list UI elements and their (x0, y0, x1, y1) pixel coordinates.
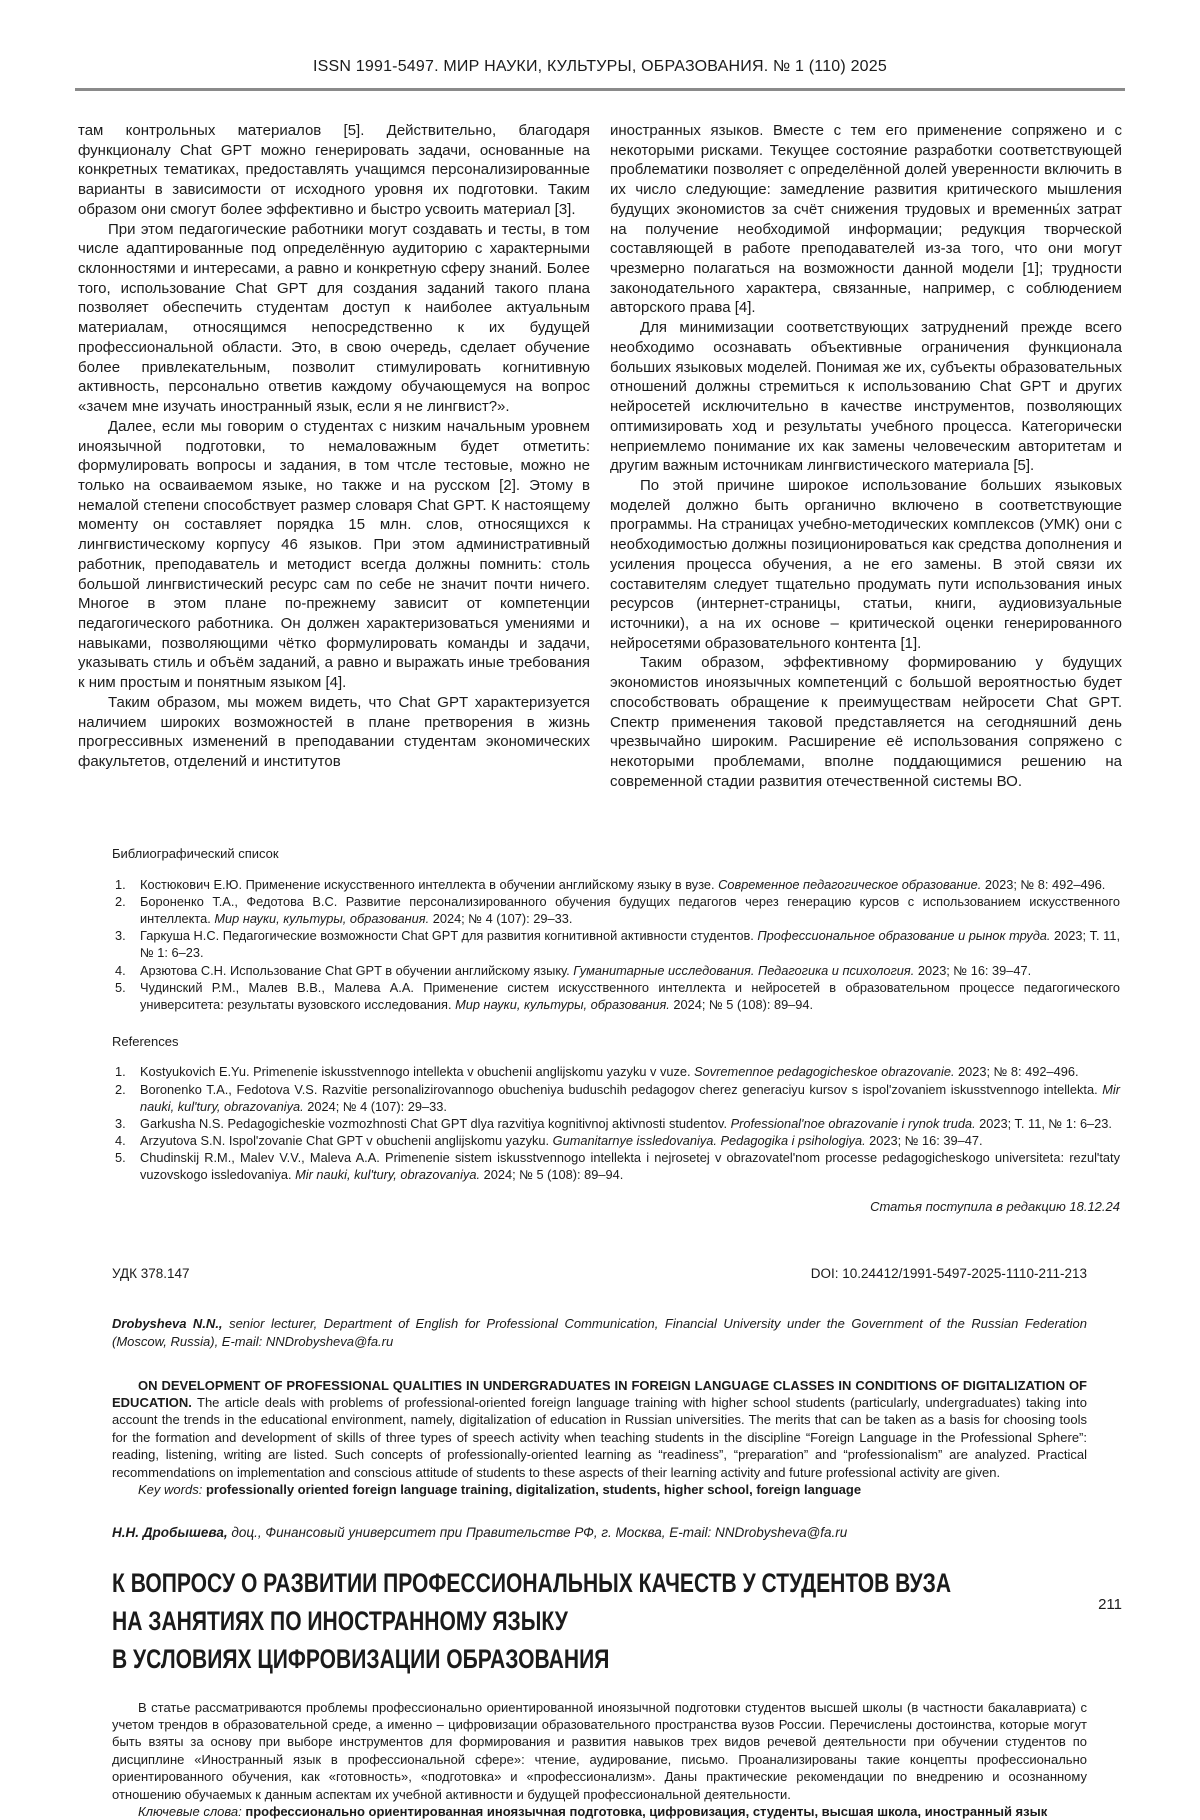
header-rule (75, 88, 1125, 91)
column-right (610, 121, 1122, 791)
author-affiliation-en: senior lecturer, Department of English for Professional Communication, Financial University under the Government of the Russian Federation (Moscow, Russia), E-mail: NNDrobysheva@fa.ru (112, 1316, 1087, 1349)
page-number: 211 (1098, 1596, 1122, 1613)
reference-item (112, 1115, 1120, 1132)
reference-text: Бороненко Т.А., Федотова В.С. Развитие персонализированного обучения будущих педагогов через генерацию курсов с использованием искусственного интеллекта. (140, 894, 1120, 926)
body-paragraph: там контрольных материалов [5]. Действительно, благодаря функционалу Chat GPT можно генерировать задачи, основанные на конкретных тематиках, предоставлять учащимся персонализированные варианты в зависимости от исходного уровня их подготовки. Таким образом они смогут более эффективно и быстро усвоить материал [3]. (78, 121, 590, 220)
reference-item (112, 1149, 1120, 1183)
bibliography-item (112, 962, 1120, 979)
reference-text: Костюкович Е.Ю. Применение искусственного интеллекта в обучении английскому языку в вузе. (140, 877, 718, 892)
reference-text: 2023; Т. 11, № 1: 6–23. (140, 928, 1120, 960)
reference-source-italic: Professional'noe obrazovanie i rynok truda. (731, 1116, 976, 1131)
abstract-en (112, 1377, 1087, 1499)
author-info-en (112, 1315, 1087, 1351)
reference-source-italic: Mir nauki, kul'tury, obrazovaniya. (295, 1167, 480, 1182)
body-paragraph: По этой причине широкое использование больших языковых моделей должно быть органично включено в соответствующие программы. На страницах учебно-методических комплексов (УМК) они с необходимостью должны позиционироваться как средства дополнения и усиления процесса обучения, а не его замены. В этой связи их составителям следует тщательно продумать пути использования иных ресурсов (интернет-страницы, статьи, книги, аудиовизуальные источники), а на их основе – критической оценки генерированного нейросетями образовательного контента [1]. (610, 476, 1122, 653)
bibliography-item (112, 893, 1120, 927)
article-title-line: К ВОПРОСУ О РАЗВИТИИ ПРОФЕССИОНАЛЬНЫХ КАЧЕСТВ У СТУДЕНТОВ ВУЗА (112, 1565, 873, 1603)
keywords-en (112, 1481, 1087, 1498)
reference-source-italic: Sovremennoe pedagogicheskoe obrazovanie. (694, 1064, 954, 1079)
reference-text: 2023; № 16: 39–47. (866, 1133, 983, 1148)
keywords-text-en: professionally oriented foreign language training, digitalization, students, higher school, foreign language (206, 1482, 861, 1497)
doi-code: DOI: 10.24412/1991-5497-2025-1110-211-213 (811, 1266, 1087, 1281)
reference-text: Boronenko T.A., Fedotova V.S. Razvitie personalizirovannogo obucheniya buduschih pedagogov cherez generaciyu kursov s ispol'zovaniem iskusstvennogo intellekta. (140, 1082, 1102, 1097)
article-title-line: НА ЗАНЯТИЯХ ПО ИНОСТРАННОМУ ЯЗЫКУ (112, 1603, 873, 1641)
bibliography-item (112, 927, 1120, 961)
reference-text: 2023; T. 11, № 1: 6–23. (976, 1116, 1112, 1131)
reference-source-italic: Gumanitarnye issledovaniya. Pedagogika i psihologiya. (553, 1133, 866, 1148)
keywords-ru (112, 1803, 1087, 1820)
reference-text: Garkusha N.S. Pedagogicheskie vozmozhnosti Chat GPT dlya razvitiya kognitivnoj aktivnosti studentov. (140, 1116, 731, 1131)
reference-text: Чудинский Р.М., Малев В.В., Малева А.А. Применение систем искусственного интеллекта и нейросетей в образовательном процессе педагогического университета: результаты вузовского исследования. (140, 980, 1120, 1012)
reference-source-italic: Профессиональное образование и рынок труда. (757, 928, 1050, 943)
reference-item (112, 1132, 1120, 1149)
abstract-ru-paragraph: В статье рассматриваются проблемы профессионально ориентированной иноязычной подготовки студентов высшей школы (в частности бакалавриата) с учетом трендов в образовательной среде, а именно – цифровизации образовательного пространства вузов России. Перечислены достоинства, которые могут быть взяты за основу при выборе инструментов для формирования и развития навыков трех видов речевой деятельности при обучении студентов по дисциплине «Иностранный язык в профессиональной сфере»: чтение, аудирование, письмо. Проанализированы такие концепты профессионально ориентированного обучения, как «готовность», «подготовка» и «профессионализм». Даны практические рекомендации по внедрению и осознанному отношению обучаемых к данным аспектам их учебной активности и будущей профессиональной деятельности. (112, 1699, 1087, 1803)
bibliography-item (112, 979, 1120, 1013)
article-body-columns (78, 121, 1122, 791)
author-info-ru (112, 1524, 1087, 1543)
references-heading: References (112, 1033, 1120, 1050)
udc-code: УДК 378.147 (112, 1266, 190, 1281)
reference-source-italic: Современное педагогическое образование. (718, 877, 981, 892)
article-title-ru (112, 1565, 1087, 1678)
abstract-en-paragraph (112, 1377, 1087, 1481)
keywords-label-ru: Ключевые слова: (138, 1804, 242, 1819)
reference-item (112, 1063, 1120, 1080)
reference-text: 2024; № 5 (108): 89–94. (480, 1167, 623, 1182)
reference-source-italic: Гуманитарные исследования. Педагогика и психология. (573, 963, 914, 978)
reference-text: Chudinskij R.M., Malev V.V., Maleva A.A. Primenenie sistem iskusstvennogo intellekta i nejrosetej v obrazovatel'nom processe pedagogicheskogo universiteta: rezul'taty vuzovskogo issledovaniya. (140, 1150, 1120, 1182)
received-note: Статья поступила в редакцию 18.12.24 (112, 1198, 1120, 1215)
body-paragraph: Таким образом, мы можем видеть, что Chat GPT характеризуется наличием широких возможностей в плане претворения в жизнь прогрессивных изменений в преподавании студентам экономических факультетов, отделений и институтов (78, 693, 590, 772)
bibliography-heading: Библиографический список (112, 845, 1120, 862)
reference-text: 2023; № 8: 492–496. (981, 877, 1105, 892)
body-paragraph: Таким образом, эффективному формированию у будущих экономистов иноязычных компетенций с большой вероятностью будет способствовать обращение к преимуществам нейросети Chat GPT. Спектр применения таковой представляется на сегодняшний день чрезвычайно широким. Расширение её использования сопряжено с некоторыми проблемами, вполне поддающимися решению на современной стадии развития отечественной системы ВО. (610, 653, 1122, 791)
reference-text: 2024; № 5 (108): 89–94. (670, 997, 813, 1012)
column-left (78, 121, 590, 791)
bibliography-list (112, 876, 1120, 1013)
reference-text: Гаркуша Н.С. Педагогические возможности Chat GPT для развития когнитивной активности студентов. (140, 928, 757, 943)
abstract-title-en: ON DEVELOPMENT OF PROFESSIONAL QUALITIES IN UNDERGRADUATES IN FOREIGN LANGUAGE CLASSES IN CONDITIONS OF DIGITALIZATION OF EDUCATION. (112, 1378, 1087, 1410)
body-paragraph: Далее, если мы говорим о студентах с низким начальным уровнем иноязычной подготовки, то немаловажным будет отметить: формулировать вопросы и задания, в том чтсле тестовые, можно не только на осваиваемом языке, но также и на русском [2]. Этому в немалой степени способствует размер словаря Chat GPT. К настоящему моменту он составляет порядка 15 млн. слов, относящихся к лингвистическому корпусу 46 языков. При этом административный работник, преподаватель и методист всегда должны помнить: столь большой лингвистический ресурс сам по себе не значит почти ничего. Многое в этом плане по-прежнему зависит от компетенции педагогического работника. Он должен характеризоваться умениями и навыками, позволяющими чётко формулировать команды и задачи, указывать стиль и объём заданий, а равно и выражать иные требования к ним простым и понятным языком [4]. (78, 417, 590, 693)
references-list (112, 1063, 1120, 1183)
reference-source-italic: Мир науки, культуры, образования. (455, 997, 670, 1012)
reference-text: Arzyutova S.N. Ispol'zovanie Chat GPT v obuchenii anglijskomu yazyku. (140, 1133, 553, 1148)
author-affiliation-ru: доц., Финансовый университет при Правительстве РФ, г. Москва, E-mail: NNDrobysheva@fa.ru (228, 1525, 848, 1540)
reference-text: 2023; № 8: 492–496. (955, 1064, 1079, 1079)
author-name-ru: Н.Н. Дробышева, (112, 1525, 228, 1540)
bibliography-and-references (112, 845, 1120, 1215)
reference-source-italic: Mir nauki, kul'tury, obrazovaniya. (140, 1082, 1120, 1114)
body-paragraph: иностранных языков. Вместе с тем его применение сопряжено и с некоторыми рисками. Текущее состояние разработки соответствующей проблематики позволяет с определённой долей уверенности включить в их число следующие: замедление развития критического мышления будущих экономистов за счёт снижения трудовых и временны́х затрат на получение необходимой информации; редукция творческой составляющей в работе преподавателей из-за того, что они могут чрезмерно полагаться на возможности данной модели [1]; трудности законодательного характера, связанные, например, с соблюдением авторского права [4]. (610, 121, 1122, 318)
body-paragraph: Для минимизации соответствующих затруднений прежде всего необходимо осознавать объективные ограничения функционала больших языковых моделей. Понимая же их, субъекты образовательных отношений должны стремиться к использованию Chat GPT и других нейросетей исключительно в качестве инструментов, позволяющих оптимизировать ход и результаты учебного процесса. Категорически неприемлемо понимание их как замены человеческим авторитетам и другим важным источникам лингвистического материала [5]. (610, 318, 1122, 476)
meta-row (112, 1266, 1087, 1281)
reference-text: 2024; № 4 (107): 29–33. (429, 911, 572, 926)
body-paragraph: При этом педагогические работники могут создавать и тесты, в том числе адаптированные под определённую аудиторию с характерными склонностями и интересами, а равно и конкретную сферу знаний. Более того, использование Chat GPT для создания заданий такого плана позволяет обеспечить студентам доступ к наиболее актуальным материалам, относящимся непосредственно к их будущей профессиональной области. Это, в свою очередь, сделает обучение более привлекательным, позволит стимулировать когнитивную активность, персонально ответив каждому обучающемуся на вопрос «зачем мне изучать иностранный язык, если я не лингвист?». (78, 220, 590, 417)
reference-text: Kostyukovich E.Yu. Primenenie iskusstvennogo intellekta v obuchenii anglijskomu yazyku v vuze. (140, 1064, 694, 1079)
reference-item (112, 1081, 1120, 1115)
abstract-ru (112, 1699, 1087, 1820)
article-title-line: В УСЛОВИЯХ ЦИФРОВИЗАЦИИ ОБРАЗОВАНИЯ (112, 1641, 873, 1679)
keywords-label-en: Key words: (138, 1482, 202, 1497)
abstract-body-en: The article deals with problems of professional-oriented foreign language training with higher school students (particularly, undergraduates) taking into account the trends in the educational environment, namely, digitalization of education in Russian universities. The merits that can be taken as a basis for choosing tools for the formation and development of skills of three types of speech activity when teaching students in the discipline “Foreign Language in the Professional Sphere”: reading, listening, writing are listed. Such concepts of professionally-oriented learning as “readiness”, “preparation” and “professionalism” are analyzed. Practical recommendations on implementation and conscious attitude of students to these aspects of their learning activity and future professional activity are given. (112, 1395, 1087, 1480)
reference-text: Арзютова С.Н. Использование Chat GPT в обучении английскому языку. (140, 963, 573, 978)
keywords-text-ru: профессионально ориентированная иноязычная подготовка, цифровизация, студенты, высшая школа, иностранный язык (245, 1804, 1047, 1819)
reference-text: 2024; № 4 (107): 29–33. (304, 1099, 447, 1114)
journal-header: ISSN 1991-5497. МИР НАУКИ, КУЛЬТУРЫ, ОБРАЗОВАНИЯ. № 1 (110) 2025 (0, 0, 1200, 76)
bibliography-item (112, 876, 1120, 893)
reference-text: 2023; № 16: 39–47. (914, 963, 1031, 978)
author-name-en: Drobysheva N.N., (112, 1316, 223, 1331)
reference-source-italic: Мир науки, культуры, образования. (214, 911, 429, 926)
